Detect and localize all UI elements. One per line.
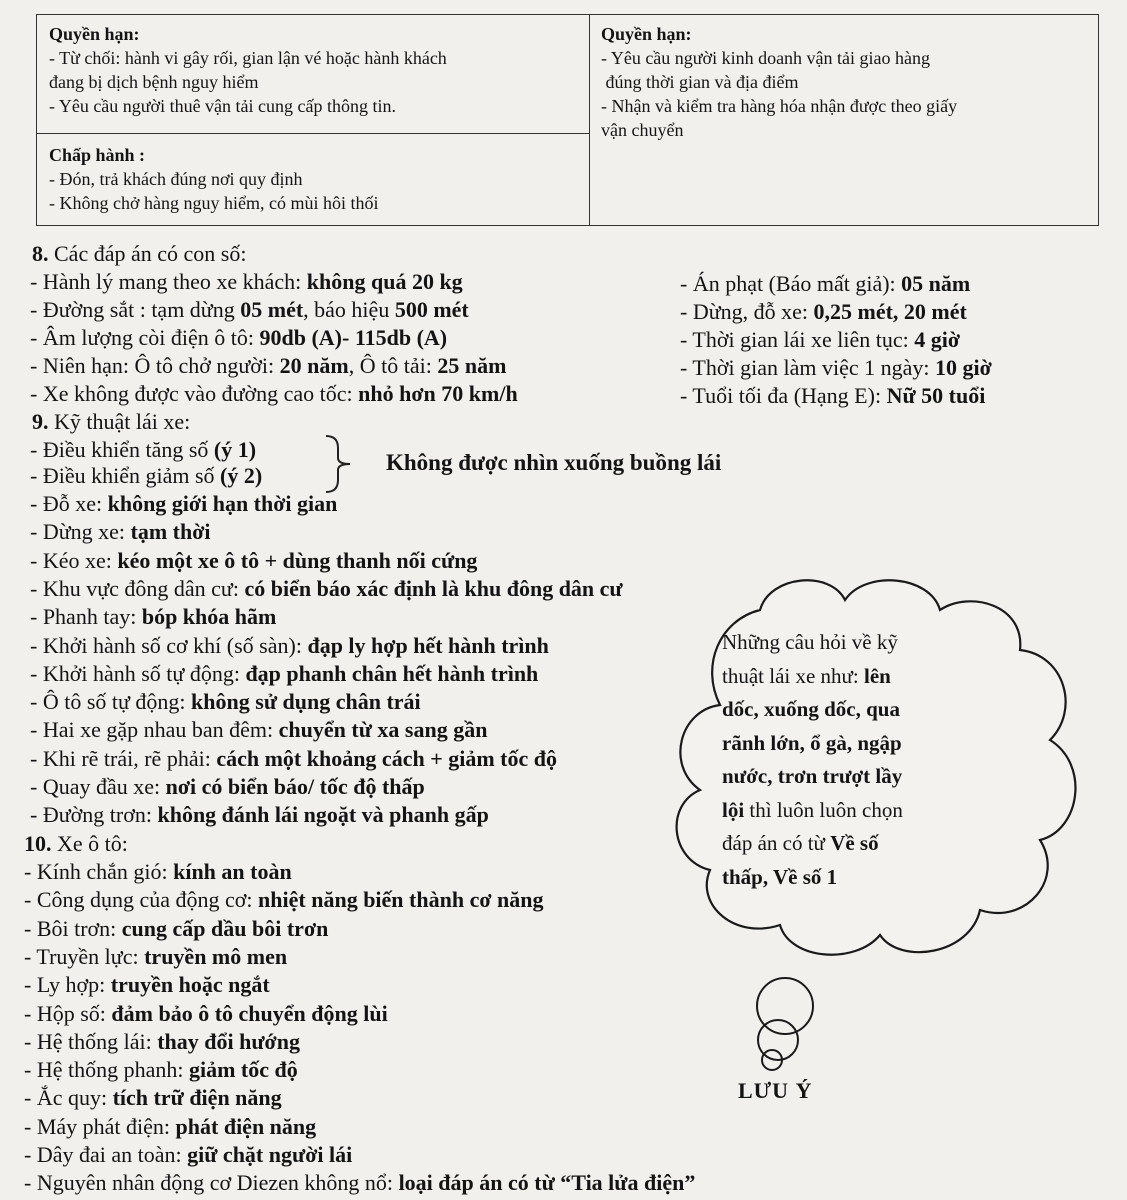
s8-left-item	[30, 296, 469, 324]
section-title: Các đáp án có con số:	[48, 241, 247, 266]
list-item	[30, 801, 489, 829]
s8-right-item	[680, 270, 970, 298]
s8-right-item	[680, 298, 967, 326]
item-label: - Kéo xe:	[30, 547, 118, 573]
item-label: - Điều khiển giảm số	[30, 463, 221, 488]
cell-line: vận chuyển	[601, 120, 684, 140]
item-label: - Khu vực đông dân cư:	[30, 575, 245, 601]
rights-duties-table	[36, 14, 1099, 226]
item-label: - Hệ thống phanh:	[24, 1057, 189, 1083]
cloud-bold: nước, trơn trượt lầy	[722, 764, 903, 788]
item-label: - Điều khiển tăng số	[30, 437, 214, 462]
cell-heading: Quyền hạn:	[49, 24, 140, 44]
item-label: - Đường sắt : tạm dừng	[30, 297, 241, 322]
gear-note: Không được nhìn xuống buồng lái	[386, 450, 722, 475]
s8-left-item	[30, 324, 447, 352]
item-value: 05 năm	[901, 271, 971, 296]
item-value: 500 mét	[394, 297, 469, 322]
item-value: kính an toàn	[173, 859, 292, 884]
item-value: kéo một xe ô tô + dùng thanh nối cứng	[117, 547, 478, 573]
thought-bubbles-icon	[740, 968, 850, 1078]
cell-duties-left	[49, 143, 579, 215]
cell-line: - Nhận và kiểm tra hàng hóa nhận được theo giấy	[601, 96, 958, 116]
cell-line: đúng thời gian và địa điểm	[601, 72, 799, 92]
item-label: - Khởi hành số tự động:	[30, 660, 246, 686]
item-value: không sử dụng chân trái	[191, 689, 421, 715]
cell-rights-right	[601, 22, 1081, 142]
table-divider-horizontal	[37, 133, 589, 134]
section-8-heading	[32, 240, 246, 268]
item-value: nơi có biển báo/ tốc độ thấp	[165, 774, 425, 799]
list-item	[24, 1084, 282, 1112]
item-value: 90db (A)- 115db (A)	[259, 325, 448, 350]
list-item	[24, 886, 544, 914]
item-value: đạp ly hợp hết hành trình	[307, 632, 549, 658]
s9-gear-item	[30, 436, 256, 464]
item-value: phát điện năng	[175, 1113, 317, 1139]
item-label: - Ắc quy:	[24, 1085, 113, 1111]
item-value: giữ chặt người lái	[187, 1142, 353, 1167]
item-label: - Hai xe gặp nhau ban đêm:	[30, 717, 279, 743]
item-value: loại đáp án có từ “Tia lửa điện”	[398, 1170, 696, 1196]
cloud-text: thuật lái xe như:	[722, 663, 865, 688]
item-value: 0,25 mét, 20 mét	[813, 299, 967, 324]
cell-rights-left	[49, 22, 579, 118]
list-item	[24, 915, 328, 943]
list-item	[30, 773, 425, 801]
list-item	[24, 971, 270, 999]
list-item	[30, 603, 276, 631]
cell-line: - Yêu cầu người thuê vận tải cung cấp thông tin.	[49, 96, 397, 116]
list-item	[30, 632, 549, 660]
item-value: 05 mét	[240, 297, 304, 322]
list-item	[24, 1056, 298, 1084]
item-label: , báo hiệu	[303, 297, 395, 322]
list-item	[30, 660, 538, 688]
cloud-note	[722, 626, 972, 894]
item-label: - Đường trơn:	[30, 802, 158, 828]
item-label: - Hệ thống lái:	[24, 1028, 158, 1054]
item-value: cách một khoảng cách + giảm tốc độ	[216, 745, 558, 771]
item-value: đảm bảo ô tô chuyển động lùi	[111, 1000, 388, 1026]
cloud-caption: LƯU Ý	[738, 1078, 813, 1103]
item-value: đạp phanh chân hết hành trình	[245, 660, 539, 686]
list-item	[30, 716, 487, 744]
cloud-bold: Về số	[830, 831, 879, 855]
item-value: Nữ 50 tuổi	[886, 383, 986, 408]
item-value: tích trữ điện năng	[112, 1085, 282, 1111]
item-label: - Ly hợp:	[24, 972, 111, 998]
item-value: không đánh lái ngoặt và phanh gấp	[157, 802, 489, 828]
item-value: 20 năm	[279, 353, 349, 378]
item-label: - Phanh tay:	[30, 604, 142, 630]
cell-line: - Yêu cầu người kinh doanh vận tải giao hàng	[601, 48, 931, 68]
cloud-bold: rãnh lớn, ổ gà, ngập	[722, 730, 902, 755]
section-number: 8.	[32, 241, 49, 266]
item-label: , Ô tô tải:	[348, 353, 438, 378]
item-label: - Dừng xe:	[30, 519, 131, 545]
cell-heading: Chấp hành :	[49, 145, 146, 165]
item-label: - Truyền lực:	[24, 943, 145, 969]
item-value: (ý 1)	[213, 437, 257, 462]
item-value: không giới hạn thời gian	[107, 491, 338, 516]
section-10-heading	[24, 830, 128, 858]
list-item	[30, 547, 477, 575]
cell-line: - Đón, trả khách đúng nơi quy định	[49, 169, 303, 189]
list-item	[30, 518, 211, 546]
s8-right-item	[680, 326, 960, 354]
item-label: - Thời gian làm việc 1 ngày:	[680, 355, 935, 380]
list-item	[24, 943, 287, 971]
section-number: 10.	[24, 831, 52, 856]
item-label: - Nguyên nhân động cơ Diezen không nổ:	[24, 1170, 399, 1196]
item-label: - Niên hạn: Ô tô chở người:	[30, 353, 280, 378]
item-value: cung cấp dầu bôi trơn	[121, 915, 329, 941]
cell-heading: Quyền hạn:	[601, 24, 692, 44]
item-label: - Khởi hành số cơ khí (số sàn):	[30, 632, 308, 658]
item-label: - Xe không được vào đường cao tốc:	[30, 381, 359, 406]
item-value: chuyển từ xa sang gần	[278, 717, 488, 743]
item-value: 10 giờ	[935, 355, 992, 380]
section-number: 9.	[32, 409, 49, 434]
item-label: - Dừng, đỗ xe:	[680, 299, 814, 324]
list-item	[30, 688, 421, 716]
item-value: nhỏ hơn 70 km/h	[358, 381, 518, 406]
table-divider-vertical	[589, 15, 590, 225]
item-value: không quá 20 kg	[306, 269, 463, 294]
item-value: bóp khóa hãm	[141, 604, 277, 630]
cloud-bold: lội	[722, 797, 745, 822]
s8-left-item	[30, 352, 506, 380]
cell-line: - Từ chối: hành vi gây rối, gian lận vé hoặc hành khách	[49, 48, 447, 68]
item-label: - Đỗ xe:	[30, 491, 108, 516]
item-label: - Âm lượng còi điện ô tô:	[30, 325, 260, 350]
section-title: Xe ô tô:	[51, 831, 128, 856]
s8-right-item	[680, 382, 985, 410]
cloud-text: thì luôn luôn chọn	[744, 797, 903, 822]
item-label: - Quay đầu xe:	[30, 774, 166, 799]
cloud-bold: lên	[864, 663, 891, 688]
item-label: - Dây đai an toàn:	[24, 1142, 188, 1167]
item-value: truyền mô men	[144, 943, 288, 969]
item-value: 4 giờ	[914, 327, 961, 352]
list-item	[30, 490, 337, 518]
item-value: thay đổi hướng	[157, 1028, 300, 1054]
curly-brace-icon	[318, 434, 358, 494]
item-value: truyền hoặc ngắt	[110, 972, 270, 998]
s8-right-item	[680, 354, 992, 382]
s8-left-item	[30, 268, 463, 296]
s8-left-item	[30, 380, 518, 408]
cell-line: - Không chở hàng nguy hiểm, có mùi hôi thối	[49, 193, 379, 213]
item-label: - Công dụng của động cơ:	[24, 887, 259, 913]
item-label: - Khi rẽ trái, rẽ phải:	[30, 745, 217, 771]
list-item	[30, 575, 623, 603]
item-label: - Án phạt (Báo mất giả):	[680, 271, 902, 296]
item-value: tạm thời	[130, 519, 211, 545]
section-9-heading	[32, 408, 190, 436]
item-label: - Máy phát điện:	[24, 1113, 176, 1139]
item-label: - Bôi trơn:	[24, 915, 122, 941]
cloud-bold: dốc, xuống dốc, qua	[722, 697, 900, 721]
cloud-text: Những câu hỏi về kỹ	[722, 630, 898, 654]
list-item	[24, 858, 292, 886]
list-item	[24, 1000, 388, 1028]
list-item	[24, 1169, 695, 1197]
item-label: - Hành lý mang theo xe khách:	[30, 269, 307, 294]
section-title: Kỹ thuật lái xe:	[48, 409, 191, 434]
item-value: 25 năm	[437, 353, 507, 378]
list-item	[24, 1028, 300, 1056]
item-value: có biển báo xác định là khu đông dân cư	[244, 575, 623, 601]
item-label: - Ô tô số tự động:	[30, 689, 192, 715]
item-value: nhiệt năng biến thành cơ năng	[258, 887, 544, 913]
s9-gear-item	[30, 462, 262, 490]
list-item	[24, 1113, 316, 1141]
item-label: - Hộp số:	[24, 1000, 112, 1026]
item-label: - Tuổi tối đa (Hạng E):	[680, 383, 887, 408]
item-label: - Kính chắn gió:	[24, 859, 174, 884]
item-value: giảm tốc độ	[188, 1057, 298, 1083]
list-item	[24, 1141, 352, 1169]
cloud-bold: thấp, Về số 1	[722, 864, 838, 889]
item-label: - Thời gian lái xe liên tục:	[680, 327, 915, 352]
cell-line: đang bị dịch bệnh nguy hiểm	[49, 72, 259, 92]
item-value: (ý 2)	[220, 463, 263, 488]
list-item	[30, 745, 557, 773]
cloud-text: đáp án có từ	[722, 831, 831, 855]
